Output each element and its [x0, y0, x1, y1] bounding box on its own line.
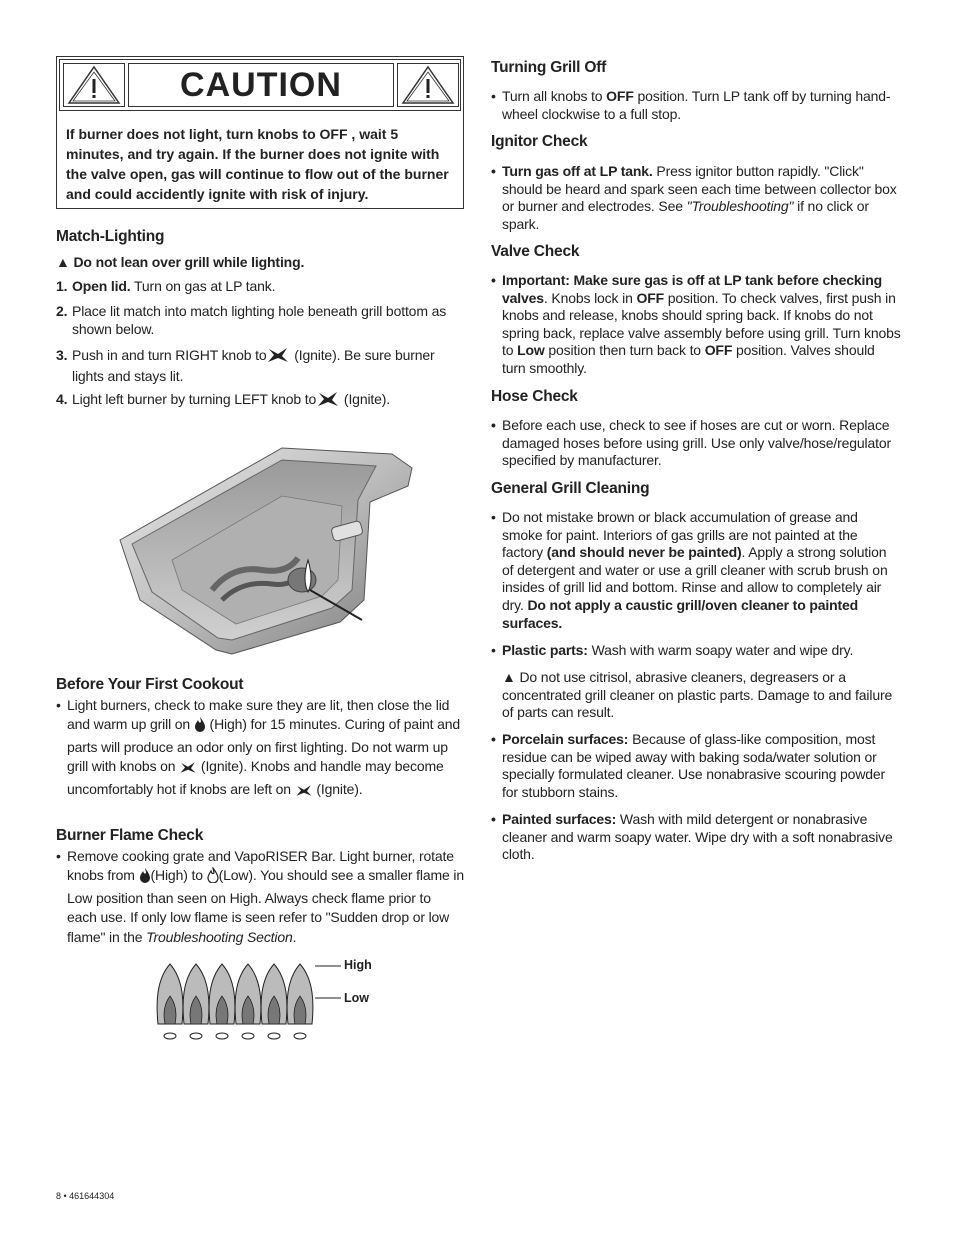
match-lighting-warning: ▲ Do not lean over grill while lighting. — [56, 254, 305, 270]
warning-triangle-icon — [397, 63, 459, 107]
cleaning-plastic-warning: ▲ Do not use citrisol, abrasive cleaners, degreasers or a concentrated grill cleaner on plastic parts. Damage to and failure of parts can result. — [502, 669, 893, 721]
low-flame-icon — [207, 867, 219, 888]
step-2: 2. Place lit match into match lighting hole beneath grill bottom as shown below. — [56, 303, 447, 337]
burner-port — [294, 1033, 306, 1039]
high-flame-icon — [194, 716, 206, 737]
hose-text: • Before each use, check to see if hoses are cut or worn. Replace damaged hoses before using grill. Use only valve/hose/regulator specified by manufacturer. — [491, 417, 892, 469]
warning-triangle-icon — [63, 63, 125, 107]
warning-triangle-icon: ▲ — [56, 254, 70, 270]
ignitor-text: • Turn gas off at LP tank. Press ignitor button rapidly. "Click" should be heard and spark seen each time between collector box or burner and electrodes. See "Troubleshooting" if no click or spark. — [491, 163, 897, 232]
burner-port — [190, 1033, 202, 1039]
flame-check-heading: Burner Flame Check — [56, 827, 204, 844]
cleaning-heading: General Grill Cleaning — [491, 480, 650, 497]
cleaning-bullet-1: • Do not mistake brown or black accumulation of grease and smoke for paint. Interiors of gas grills are not painted at the factory (and should never be painted). Apply a strong solution of detergent and water or use a grill cleaner with scrub brush on insides of grill lid and bottom. Rinse and allow to completely air dry. Do not apply a caustic grill/oven cleaner to painted surfaces. — [491, 509, 888, 631]
ignitor-heading: Ignitor Check — [491, 133, 588, 150]
step-3: 3. Push in and turn RIGHT knob to (Ignite). Be sure burner lights and stays lit. — [56, 347, 435, 384]
high-flame-icon — [139, 867, 151, 888]
match-lighting-heading: Match-Lighting — [56, 228, 165, 245]
valve-heading: Valve Check — [491, 243, 580, 260]
first-cookout-heading: Before Your First Cookout — [56, 676, 244, 693]
cleaning-painted: • Painted surfaces: Wash with mild detergent or nonabrasive cleaner and warm soapy water. Wipe dry with a soft nonabrasive cloth. — [491, 811, 893, 863]
ignite-knob-icon — [179, 760, 197, 779]
burner-port — [242, 1033, 254, 1039]
caution-text: If burner does not light, turn knobs to OFF , wait 5 minutes, and try again. If the burner does not ignite with the valve open, gas will continue to flow out of the burner and could accidently ignite with risk of injury. — [66, 126, 449, 202]
turning-off-heading: Turning Grill Off — [491, 59, 607, 76]
cleaning-porcelain: • Porcelain surfaces: Because of glass-like composition, most residue can be wiped away with baking soda/water solution or specially formulated cleaner. Use nonabrasive scouring powder for stubborn stains. — [491, 731, 886, 800]
burner-port — [164, 1033, 176, 1039]
burner-port — [268, 1033, 280, 1039]
valve-text: • Important: Make sure gas is off at LP tank before checking valves. Knobs lock in OFF position. To check valves, first push in knobs and release, knobs should spring back. If knobs do not spring back, replace valve assembly before using grill. Turn knobs to Low position then turn back to OFF position. Valves should turn smoothly. — [491, 272, 901, 376]
first-cookout-text: • Light burners, check to make sure they are lit, then close the lid and warm up grill on (High) for 15 minutes. Curing of paint and parts will produce an odor only on first lighting. Do not warm up grill with knobs on (Ignite). Knobs and handle may become uncomfortably hot if knobs are left on (Ignite). — [56, 696, 464, 802]
caution-title: CAUTION — [128, 63, 394, 107]
grill-bottom-illustration — [112, 440, 430, 660]
cleaning-plastic: • Plastic parts: Wash with warm soapy water and wipe dry. — [491, 642, 854, 658]
step-4: 4. Light left burner by turning LEFT knob to (Ignite). — [56, 391, 464, 412]
hose-heading: Hose Check — [491, 388, 578, 405]
ignite-knob-icon — [316, 391, 340, 412]
warning-triangle-icon: ▲ — [502, 669, 516, 685]
label-high: High — [344, 958, 372, 972]
label-low: Low — [344, 991, 369, 1005]
turning-off-text: • Turn all knobs to OFF position. Turn LP tank off by turning hand-wheel clockwise to a full stop. — [491, 88, 891, 122]
burner-port — [216, 1033, 228, 1039]
page-footer: 8 • 461644304 — [56, 1191, 115, 1201]
caution-box — [56, 56, 464, 209]
ignite-knob-icon — [266, 347, 290, 368]
step-1: 1. Open lid. Turn on gas at LP tank. — [56, 278, 276, 294]
ignite-knob-icon — [295, 783, 313, 802]
caution-banner — [59, 59, 461, 111]
flame-check-text: • Remove cooking grate and VapoRISER Bar. Light burner, rotate knobs from (High) to (Low). You should see a smaller flame in Low position than seen on High. Always check flame prior to each use. If only low flame is seen refer to "Sudden drop or low flame" in the Troubleshooting Section. — [56, 848, 464, 945]
